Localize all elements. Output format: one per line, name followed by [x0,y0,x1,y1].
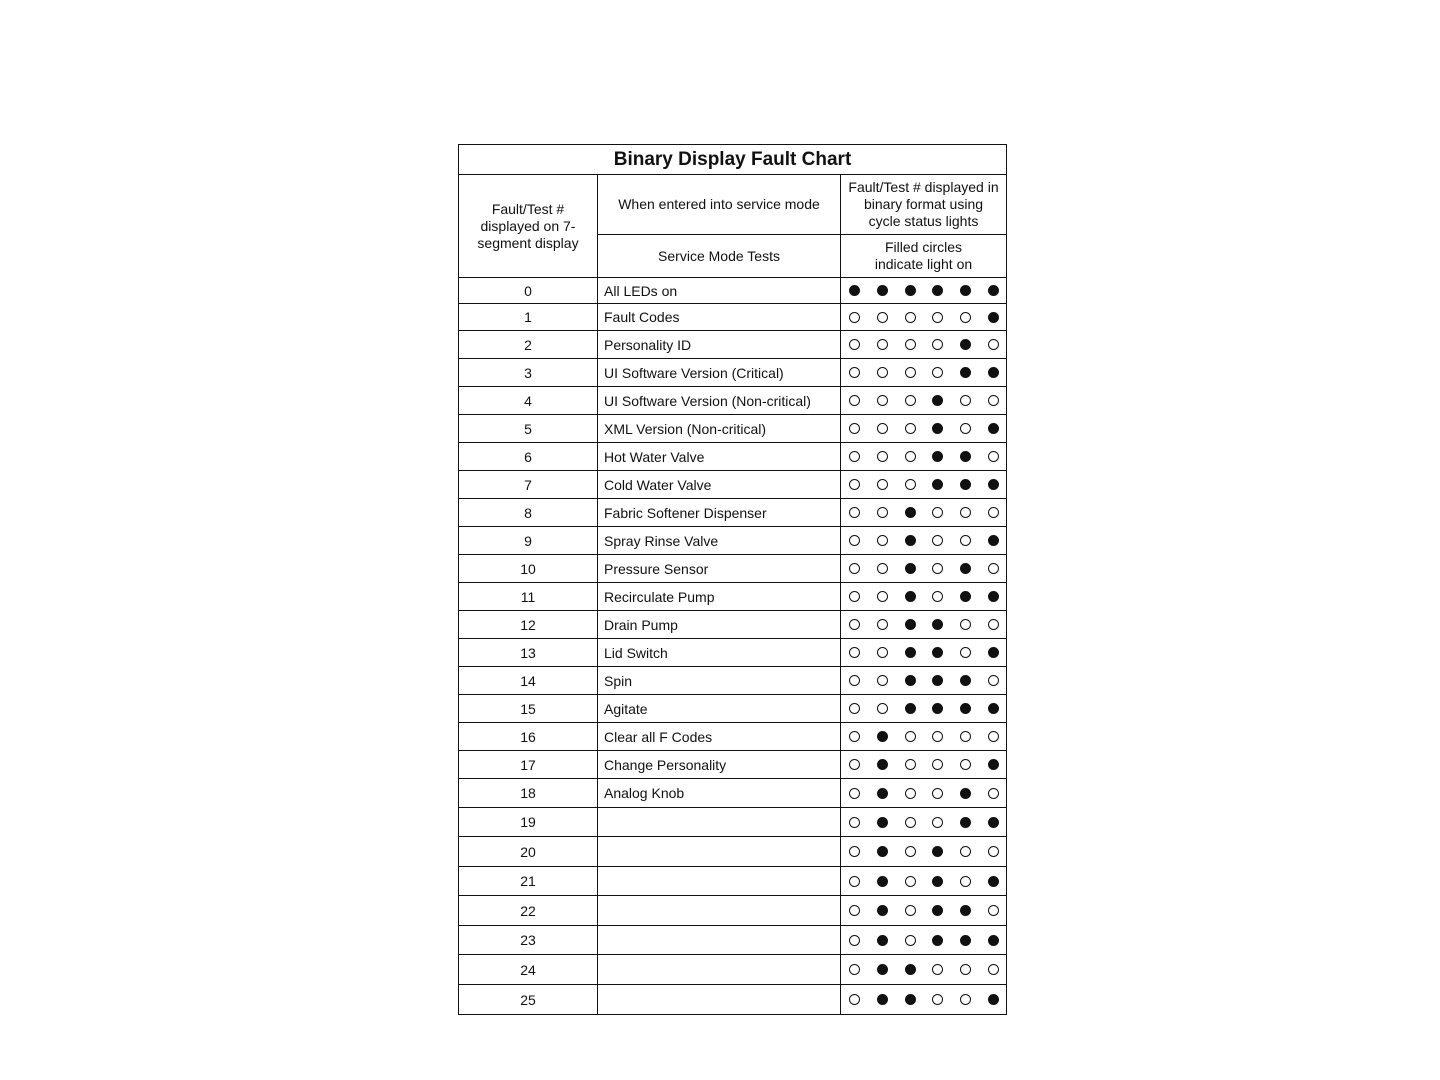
service-mode-test-label: Hot Water Valve [598,443,841,471]
filled-circle-icon [960,285,971,296]
filled-circle-icon [960,675,971,686]
filled-circle-icon [932,451,943,462]
service-mode-test-label: Change Personality [598,751,841,779]
empty-circle-icon [988,675,999,686]
fault-test-number: 25 [459,985,598,1015]
empty-circle-icon [988,507,999,518]
empty-circle-icon [960,647,971,658]
empty-circle-icon [905,312,916,323]
filled-circle-icon [905,619,916,630]
empty-circle-icon [932,507,943,518]
fault-test-number: 0 [459,278,598,304]
filled-circle-icon [905,994,916,1005]
empty-circle-icon [960,994,971,1005]
filled-circle-icon [960,367,971,378]
service-mode-test-label: Fabric Softener Dispenser [598,499,841,527]
empty-circle-icon [905,846,916,857]
filled-circle-icon [877,994,888,1005]
empty-circle-icon [877,591,888,602]
fault-test-number: 20 [459,837,598,867]
empty-circle-icon [877,647,888,658]
empty-circle-icon [877,423,888,434]
header-binary-format: Fault/Test # displayed in binary format using cycle status lights [841,175,1007,235]
fault-test-number: 13 [459,639,598,667]
service-mode-test-label: Recirculate Pump [598,583,841,611]
service-mode-test-label: Analog Knob [598,779,841,808]
table-row [459,555,1007,583]
service-mode-test-label: Fault Codes [598,304,841,331]
cycle-status-lights [841,471,1007,499]
filled-circle-icon [932,846,943,857]
empty-circle-icon [905,731,916,742]
filled-circle-icon [905,563,916,574]
empty-circle-icon [905,339,916,350]
empty-circle-icon [960,759,971,770]
service-mode-test-label [598,896,841,926]
empty-circle-icon [849,876,860,887]
empty-circle-icon [877,563,888,574]
empty-circle-icon [988,339,999,350]
empty-circle-icon [960,846,971,857]
header-service-mode-tests: Service Mode Tests [598,235,841,278]
service-mode-test-label [598,955,841,985]
filled-circle-icon [960,563,971,574]
empty-circle-icon [905,451,916,462]
cycle-status-lights [841,499,1007,527]
filled-circle-icon [905,675,916,686]
empty-circle-icon [932,367,943,378]
empty-circle-icon [877,507,888,518]
cycle-status-lights [841,555,1007,583]
filled-circle-icon [905,285,916,296]
table-row [459,304,1007,331]
filled-circle-icon [877,964,888,975]
cycle-status-lights [841,808,1007,837]
table-row [459,443,1007,471]
filled-circle-icon [960,339,971,350]
empty-circle-icon [849,994,860,1005]
fault-test-number: 12 [459,611,598,639]
empty-circle-icon [849,591,860,602]
fault-test-number: 3 [459,359,598,387]
table-row [459,779,1007,808]
header-filled-circles: Filled circles indicate light on [841,235,1007,278]
table-row [459,415,1007,443]
cycle-status-lights [841,583,1007,611]
filled-circle-icon [877,935,888,946]
filled-circle-icon [877,759,888,770]
fault-test-number: 2 [459,331,598,359]
cycle-status-lights [841,896,1007,926]
fault-test-number: 21 [459,867,598,896]
empty-circle-icon [932,994,943,1005]
empty-circle-icon [849,964,860,975]
filled-circle-icon [932,479,943,490]
cycle-status-lights [841,926,1007,955]
empty-circle-icon [988,563,999,574]
filled-circle-icon [932,703,943,714]
empty-circle-icon [877,312,888,323]
fault-test-number: 9 [459,527,598,555]
empty-circle-icon [932,591,943,602]
filled-circle-icon [988,312,999,323]
empty-circle-icon [877,339,888,350]
service-mode-test-label: Clear all F Codes [598,723,841,751]
empty-circle-icon [905,788,916,799]
service-mode-test-label [598,867,841,896]
service-mode-test-label: Pressure Sensor [598,555,841,583]
fault-test-number: 18 [459,779,598,808]
fault-test-number: 22 [459,896,598,926]
cycle-status-lights [841,443,1007,471]
empty-circle-icon [849,339,860,350]
filled-circle-icon [932,935,943,946]
empty-circle-icon [932,535,943,546]
empty-circle-icon [988,451,999,462]
empty-circle-icon [932,759,943,770]
filled-circle-icon [932,675,943,686]
cycle-status-lights [841,359,1007,387]
filled-circle-icon [988,935,999,946]
empty-circle-icon [988,731,999,742]
empty-circle-icon [849,846,860,857]
empty-circle-icon [849,905,860,916]
service-mode-test-label: Cold Water Valve [598,471,841,499]
service-mode-test-label: Personality ID [598,331,841,359]
table-row [459,723,1007,751]
empty-circle-icon [849,817,860,828]
empty-circle-icon [960,964,971,975]
cycle-status-lights [841,639,1007,667]
empty-circle-icon [849,731,860,742]
empty-circle-icon [849,935,860,946]
filled-circle-icon [960,451,971,462]
fault-test-number: 23 [459,926,598,955]
empty-circle-icon [849,507,860,518]
cycle-status-lights [841,867,1007,896]
fault-rows [459,278,1007,1015]
cycle-status-lights [841,723,1007,751]
empty-circle-icon [877,535,888,546]
service-mode-test-label: Drain Pump [598,611,841,639]
filled-circle-icon [932,395,943,406]
fault-test-number: 7 [459,471,598,499]
filled-circle-icon [988,479,999,490]
service-mode-test-label [598,926,841,955]
table-row [459,583,1007,611]
empty-circle-icon [988,395,999,406]
empty-circle-icon [905,423,916,434]
table-row [459,695,1007,723]
cycle-status-lights [841,387,1007,415]
empty-circle-icon [905,905,916,916]
empty-circle-icon [849,479,860,490]
empty-circle-icon [960,395,971,406]
fault-test-number: 15 [459,695,598,723]
filled-circle-icon [905,703,916,714]
empty-circle-icon [988,619,999,630]
table-row [459,278,1007,304]
filled-circle-icon [988,994,999,1005]
filled-circle-icon [905,507,916,518]
filled-circle-icon [960,817,971,828]
fault-test-number: 6 [459,443,598,471]
fault-test-number: 10 [459,555,598,583]
empty-circle-icon [932,788,943,799]
cycle-status-lights [841,837,1007,867]
table-row [459,639,1007,667]
filled-circle-icon [905,647,916,658]
fault-test-number: 5 [459,415,598,443]
empty-circle-icon [849,647,860,658]
filled-circle-icon [988,535,999,546]
filled-circle-icon [988,817,999,828]
empty-circle-icon [960,507,971,518]
filled-circle-icon [932,423,943,434]
cycle-status-lights [841,751,1007,779]
empty-circle-icon [905,876,916,887]
cycle-status-lights [841,278,1007,304]
filled-circle-icon [905,591,916,602]
table-row [459,837,1007,867]
filled-circle-icon [988,876,999,887]
empty-circle-icon [932,964,943,975]
table-row [459,387,1007,415]
filled-circle-icon [877,905,888,916]
empty-circle-icon [849,535,860,546]
fault-test-number: 19 [459,808,598,837]
table-row [459,611,1007,639]
empty-circle-icon [932,339,943,350]
filled-circle-icon [960,479,971,490]
service-mode-test-label: All LEDs on [598,278,841,304]
filled-circle-icon [960,935,971,946]
empty-circle-icon [849,312,860,323]
empty-circle-icon [960,876,971,887]
empty-circle-icon [932,312,943,323]
cycle-status-lights [841,955,1007,985]
empty-circle-icon [960,535,971,546]
empty-circle-icon [960,423,971,434]
service-mode-test-label: Lid Switch [598,639,841,667]
empty-circle-icon [849,451,860,462]
cycle-status-lights [841,304,1007,331]
cycle-status-lights [841,667,1007,695]
header-fault-test-number: Fault/Test # displayed on 7-segment display [459,175,598,278]
table-row [459,985,1007,1015]
empty-circle-icon [877,451,888,462]
empty-circle-icon [849,367,860,378]
fault-test-number: 11 [459,583,598,611]
empty-circle-icon [877,367,888,378]
empty-circle-icon [960,619,971,630]
table-row [459,359,1007,387]
table-row [459,808,1007,837]
empty-circle-icon [988,964,999,975]
cycle-status-lights [841,415,1007,443]
fault-test-number: 1 [459,304,598,331]
service-mode-test-label: Spray Rinse Valve [598,527,841,555]
table-row [459,499,1007,527]
service-mode-test-label: Agitate [598,695,841,723]
service-mode-test-label [598,985,841,1015]
filled-circle-icon [932,876,943,887]
table-row [459,667,1007,695]
cycle-status-lights [841,611,1007,639]
filled-circle-icon [877,876,888,887]
empty-circle-icon [877,395,888,406]
table-row [459,955,1007,985]
empty-circle-icon [960,731,971,742]
filled-circle-icon [877,788,888,799]
empty-circle-icon [988,905,999,916]
empty-circle-icon [960,312,971,323]
filled-circle-icon [988,423,999,434]
service-mode-test-label: XML Version (Non-critical) [598,415,841,443]
empty-circle-icon [877,675,888,686]
empty-circle-icon [988,846,999,857]
filled-circle-icon [877,817,888,828]
empty-circle-icon [932,817,943,828]
empty-circle-icon [849,563,860,574]
service-mode-test-label: Spin [598,667,841,695]
table-row [459,471,1007,499]
filled-circle-icon [877,731,888,742]
table-row [459,331,1007,359]
filled-circle-icon [932,619,943,630]
fault-test-number: 14 [459,667,598,695]
service-mode-test-label [598,808,841,837]
fault-test-number: 17 [459,751,598,779]
filled-circle-icon [960,788,971,799]
empty-circle-icon [905,479,916,490]
service-mode-test-label [598,837,841,867]
filled-circle-icon [932,905,943,916]
filled-circle-icon [905,964,916,975]
cycle-status-lights [841,779,1007,808]
empty-circle-icon [849,675,860,686]
fault-test-number: 24 [459,955,598,985]
fault-test-number: 16 [459,723,598,751]
table-row [459,896,1007,926]
filled-circle-icon [905,535,916,546]
empty-circle-icon [988,788,999,799]
chart-title: Binary Display Fault Chart [459,145,1007,175]
empty-circle-icon [877,619,888,630]
filled-circle-icon [988,285,999,296]
cycle-status-lights [841,985,1007,1015]
empty-circle-icon [849,788,860,799]
empty-circle-icon [932,563,943,574]
table-row [459,867,1007,896]
empty-circle-icon [849,395,860,406]
table-row [459,527,1007,555]
binary-display-fault-chart [458,144,1007,1015]
header-service-mode: When entered into service mode [598,175,841,235]
table-row [459,926,1007,955]
fault-test-number: 4 [459,387,598,415]
empty-circle-icon [932,731,943,742]
empty-circle-icon [849,759,860,770]
cycle-status-lights [841,331,1007,359]
service-mode-test-label: UI Software Version (Critical) [598,359,841,387]
cycle-status-lights [841,527,1007,555]
empty-circle-icon [905,817,916,828]
fault-test-number: 8 [459,499,598,527]
empty-circle-icon [877,479,888,490]
cycle-status-lights [841,695,1007,723]
empty-circle-icon [905,935,916,946]
empty-circle-icon [905,395,916,406]
empty-circle-icon [849,423,860,434]
filled-circle-icon [988,647,999,658]
filled-circle-icon [960,703,971,714]
filled-circle-icon [877,846,888,857]
filled-circle-icon [932,647,943,658]
filled-circle-icon [960,905,971,916]
table-row [459,751,1007,779]
filled-circle-icon [849,285,860,296]
filled-circle-icon [988,591,999,602]
filled-circle-icon [988,759,999,770]
filled-circle-icon [960,591,971,602]
empty-circle-icon [905,759,916,770]
filled-circle-icon [877,285,888,296]
empty-circle-icon [877,703,888,714]
filled-circle-icon [988,703,999,714]
service-mode-test-label: UI Software Version (Non-critical) [598,387,841,415]
filled-circle-icon [988,367,999,378]
filled-circle-icon [932,285,943,296]
empty-circle-icon [849,703,860,714]
empty-circle-icon [905,367,916,378]
empty-circle-icon [849,619,860,630]
